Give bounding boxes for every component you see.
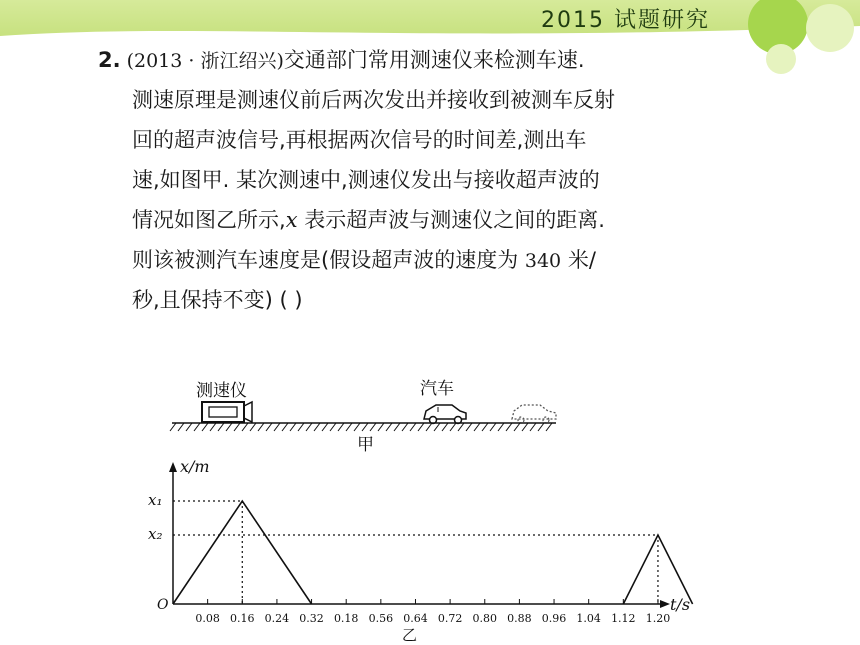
x-tick-label: 1.12 — [611, 612, 636, 625]
y-axis-label: x/m — [180, 457, 210, 476]
x-tick-label: 0.64 — [403, 612, 428, 625]
problem-line-5-pre: 情况如图乙所示, — [132, 208, 286, 232]
x-tick-label: 0.16 — [230, 612, 255, 625]
x-tick-label: 0.96 — [541, 612, 567, 625]
y-axis-arrow — [169, 462, 177, 472]
problem-line-6-pre: 则该被测汽车速度是(假设超声波的速度为 — [132, 248, 525, 272]
problem-line-4: 速,如图甲. 某次测速中,测速仪发出与接收超声波的 — [132, 168, 600, 192]
sound-speed-value: 340 — [524, 250, 562, 272]
problem-line-2: 测速原理是测速仪前后两次发出并接收到被测车反射 — [132, 88, 615, 112]
device-label: 测速仪 — [196, 381, 247, 401]
problem-line-7: 秒,且保持不变) ( ) — [132, 288, 303, 312]
x-tick-label: 1.20 — [645, 612, 671, 625]
figure-yi-caption: 乙 — [402, 626, 418, 644]
x-tick-label: 0.32 — [299, 612, 324, 625]
problem-line-1: 交通部门常用测速仪来检测车速. — [283, 48, 585, 72]
x-axis-label: t/s — [670, 595, 691, 614]
problem-source: (2013 · 浙江绍兴) — [126, 50, 284, 72]
x-tick-label: 0.56 — [368, 612, 394, 625]
x-axis-arrow — [660, 600, 670, 608]
y-tick-x2: x₂ — [148, 525, 163, 543]
header-title: 2015 试题研究 — [541, 8, 710, 33]
car-label: 汽车 — [420, 379, 454, 399]
problem-line-5-post: 表示超声波与测速仪之间的距离. — [297, 208, 605, 232]
x-tick-label: 0.88 — [507, 612, 532, 625]
x-tick-label: 0.18 — [333, 612, 359, 625]
problem-variable-x: x — [285, 208, 298, 232]
x-tick-label: 0.80 — [472, 612, 498, 625]
y-tick-x1: x₁ — [148, 491, 163, 509]
x-tick-label: 1.04 — [576, 612, 601, 625]
problem-line-3: 回的超声波信号,再根据两次信号的时间差,测出车 — [132, 128, 587, 152]
x-tick-label: 0.72 — [437, 612, 463, 625]
x-tick-label: 0.24 — [264, 612, 290, 625]
problem-line-6-post: 米/ — [561, 248, 596, 272]
figure-jia-caption: 甲 — [357, 435, 374, 455]
origin-label: O — [157, 597, 169, 613]
x-tick-label: 0.08 — [195, 612, 220, 625]
problem-number: 2. — [98, 48, 121, 72]
